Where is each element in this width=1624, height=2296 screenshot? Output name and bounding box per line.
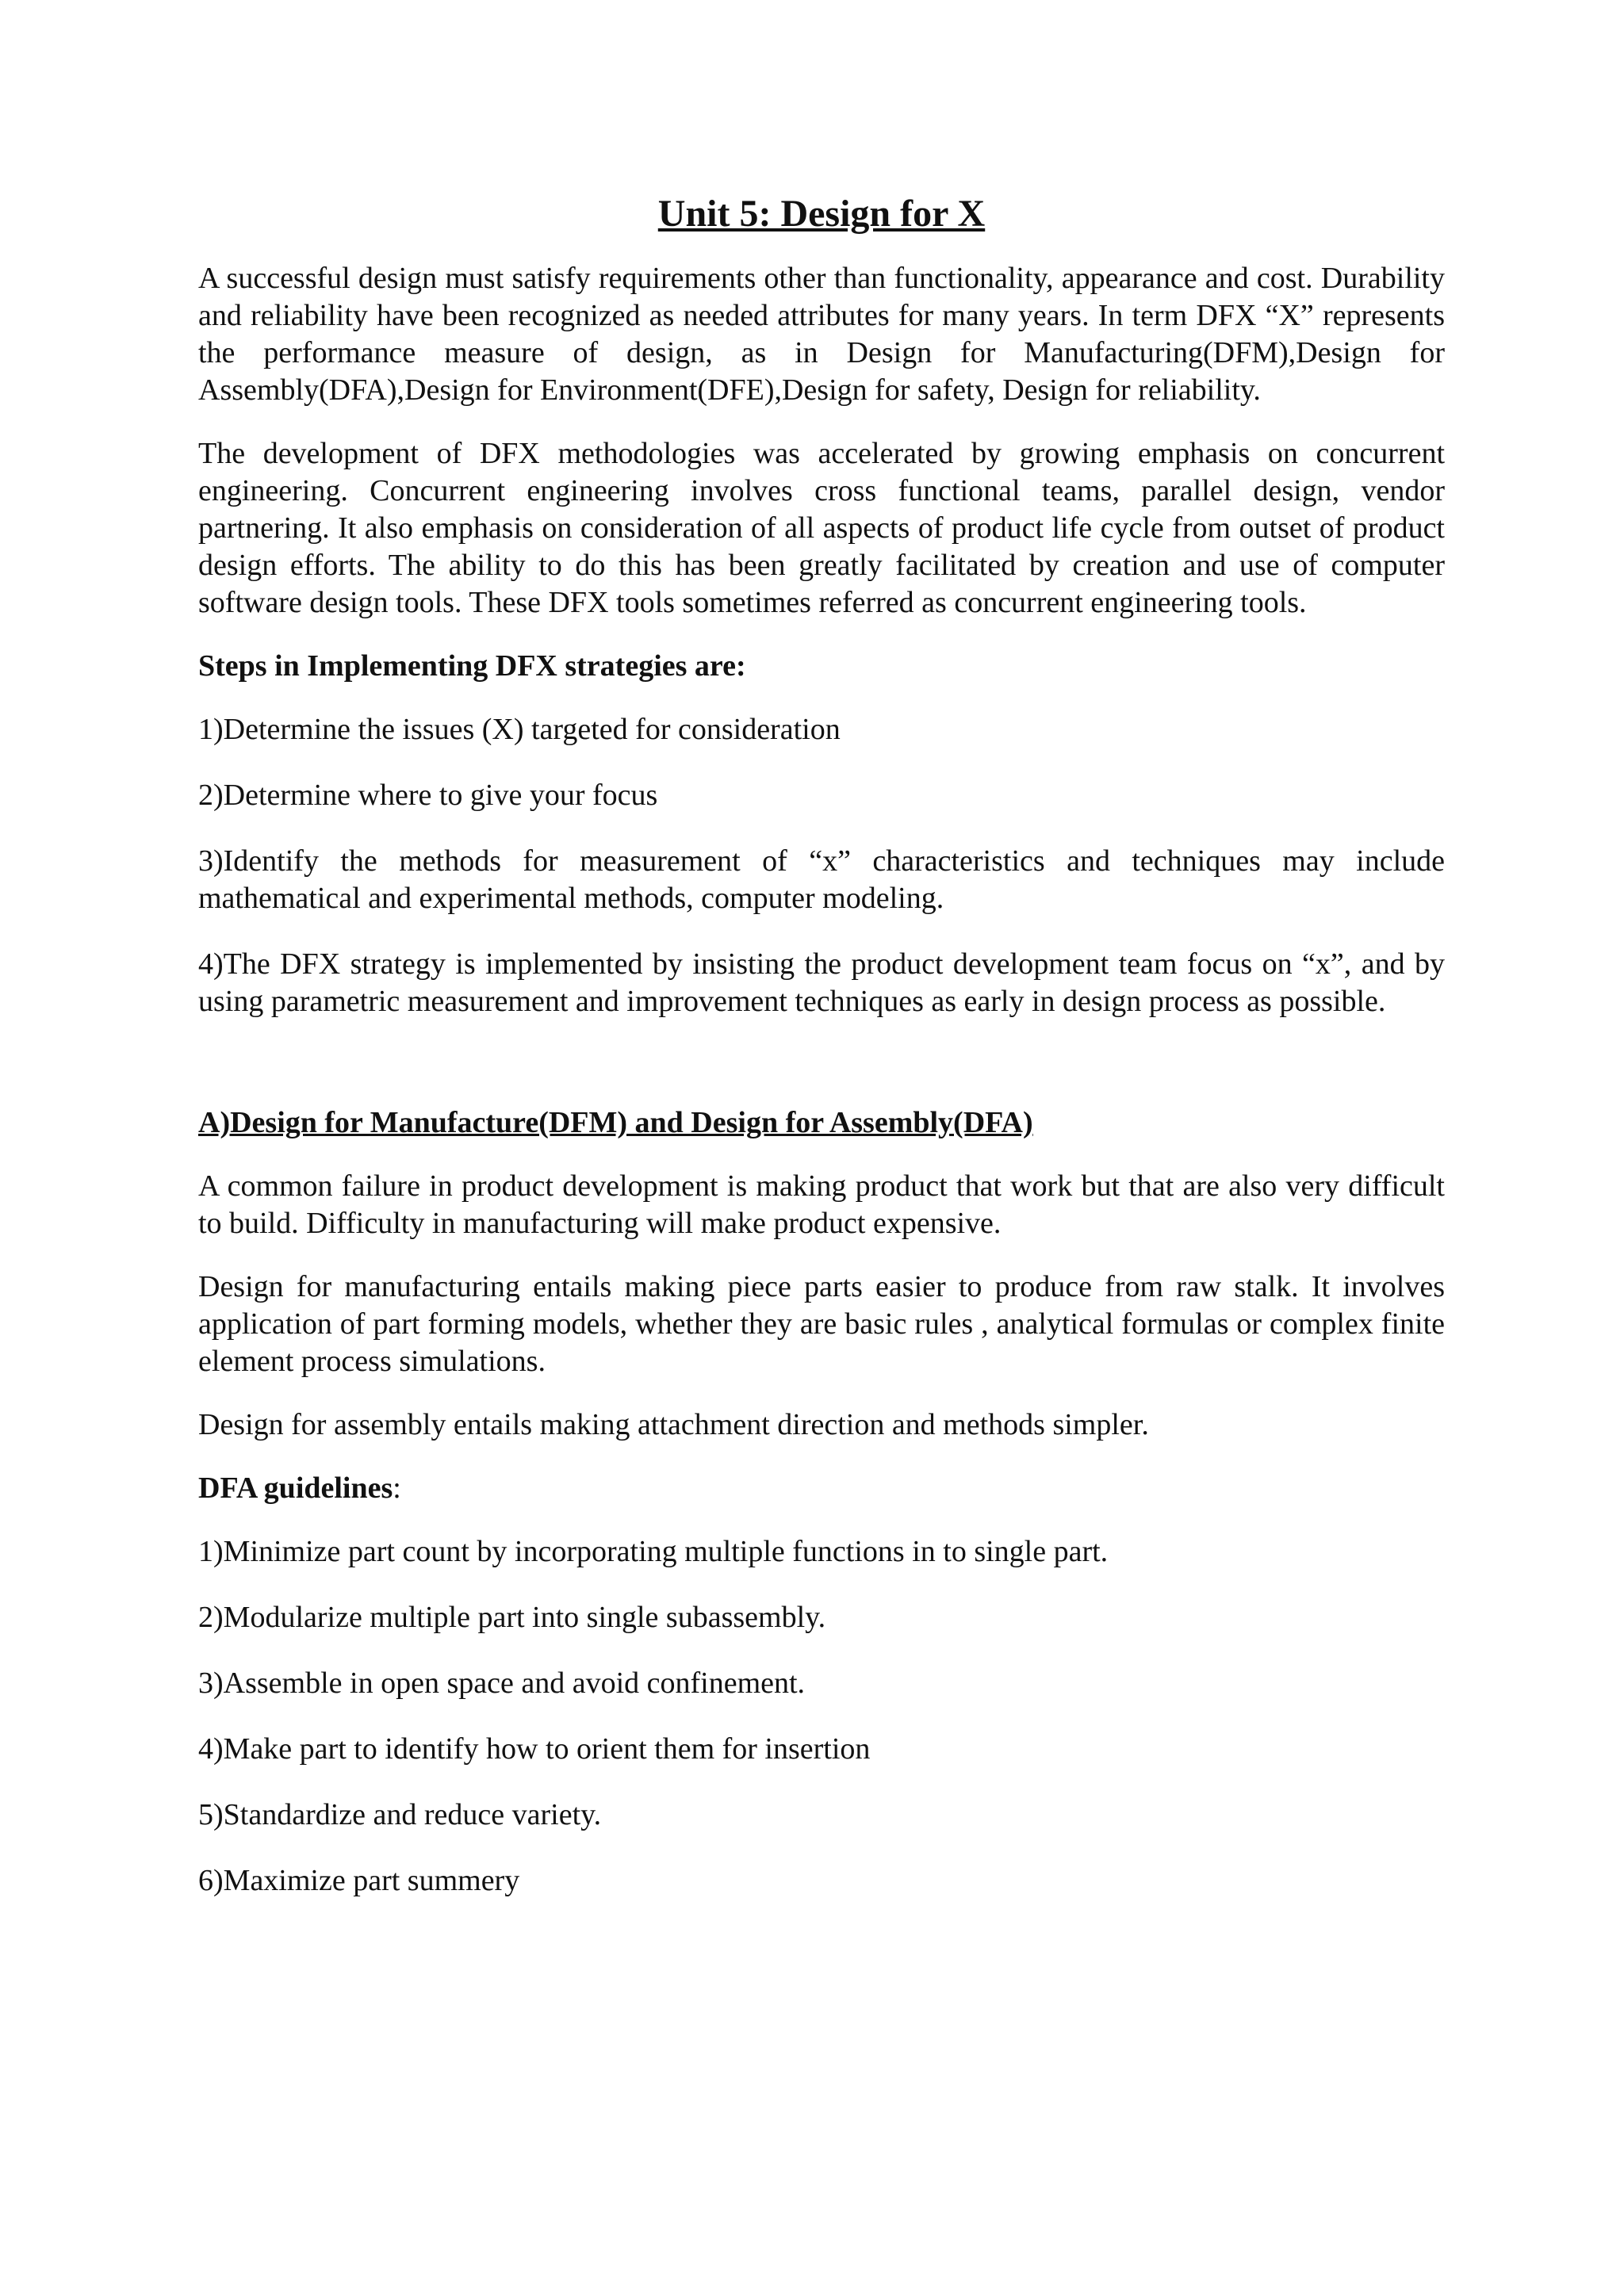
section-spacer — [198, 1049, 1445, 1104]
dfa-item-5: 5)Standardize and reduce variety. — [198, 1798, 602, 1831]
dfa-guidelines-heading-colon: : — [393, 1471, 401, 1505]
steps-heading: Steps in Implementing DFX strategies are: — [198, 649, 746, 683]
steps-item-2: 2)Determine where to give your focus — [198, 779, 658, 812]
steps-item-3: 3)Identify the methods for measurement of “x” characteristics and techniques may include mathematical and experimental methods, computer modeling. — [198, 844, 1445, 915]
dfa-guidelines-heading — [198, 1470, 1445, 1507]
section-a-paragraph-1: A common failure in product development is making product that work but that are also very difficult to build. Difficulty in manufacturing will make product expensive. — [198, 1169, 1445, 1240]
section-a-heading: A)Design for Manufacture(DFM) and Design for Assembly(DFA) — [198, 1106, 1033, 1139]
dfa-item-2: 2)Modularize multiple part into single subassembly. — [198, 1601, 826, 1634]
steps-item-4: 4)The DFX strategy is implemented by insisting the product development team focus on “x”, and by using parametric measurement and improvement techniques as early in design process as possible. — [198, 947, 1445, 1018]
page-title: Unit 5: Design for X — [657, 193, 986, 235]
intro-paragraph-2: The development of DFX methodologies was accelerated by growing emphasis on concurrent engineering. Concurrent engineering involves cross functional teams, parallel design, vendor partnering. It also emphasis on consideration of all aspects of product life cycle from outset of product design efforts. The ability to do this has been greatly facilitated by creation and use of computer software design tools. These DFX tools sometimes referred as concurrent engineering tools. — [198, 437, 1445, 619]
section-a-paragraph-2: Design for manufacturing entails making piece parts easier to produce from raw stalk. It involves application of part forming models, whether they are basic rules , analytical formulas or complex finite element process simulations. — [198, 1270, 1445, 1378]
dfa-item-1: 1)Minimize part count by incorporating multiple functions in to single part. — [198, 1535, 1109, 1568]
page-content — [198, 190, 1445, 1928]
intro-paragraph-1: A successful design must satisfy requirements other than functionality, appearance and cost. Durability and reliability have been recognized as needed attributes for many years. In term DFX “X” represents the performance measure of design, as in Design for Manufacturing(DFM),Design for Assembly(DFA),Design for Environment(DFE),Design for safety, Design for reliability. — [198, 262, 1445, 407]
dfa-guidelines-heading-text: DFA guidelines — [198, 1471, 393, 1505]
dfa-item-3: 3)Assemble in open space and avoid confinement. — [198, 1667, 806, 1700]
section-a-paragraph-3: Design for assembly entails making attachment direction and methods simpler. — [198, 1408, 1149, 1441]
dfa-item-4: 4)Make part to identify how to orient them for insertion — [198, 1732, 871, 1766]
steps-item-1: 1)Determine the issues (X) targeted for consideration — [198, 713, 841, 746]
dfa-item-6: 6)Maximize part summery — [198, 1864, 520, 1897]
